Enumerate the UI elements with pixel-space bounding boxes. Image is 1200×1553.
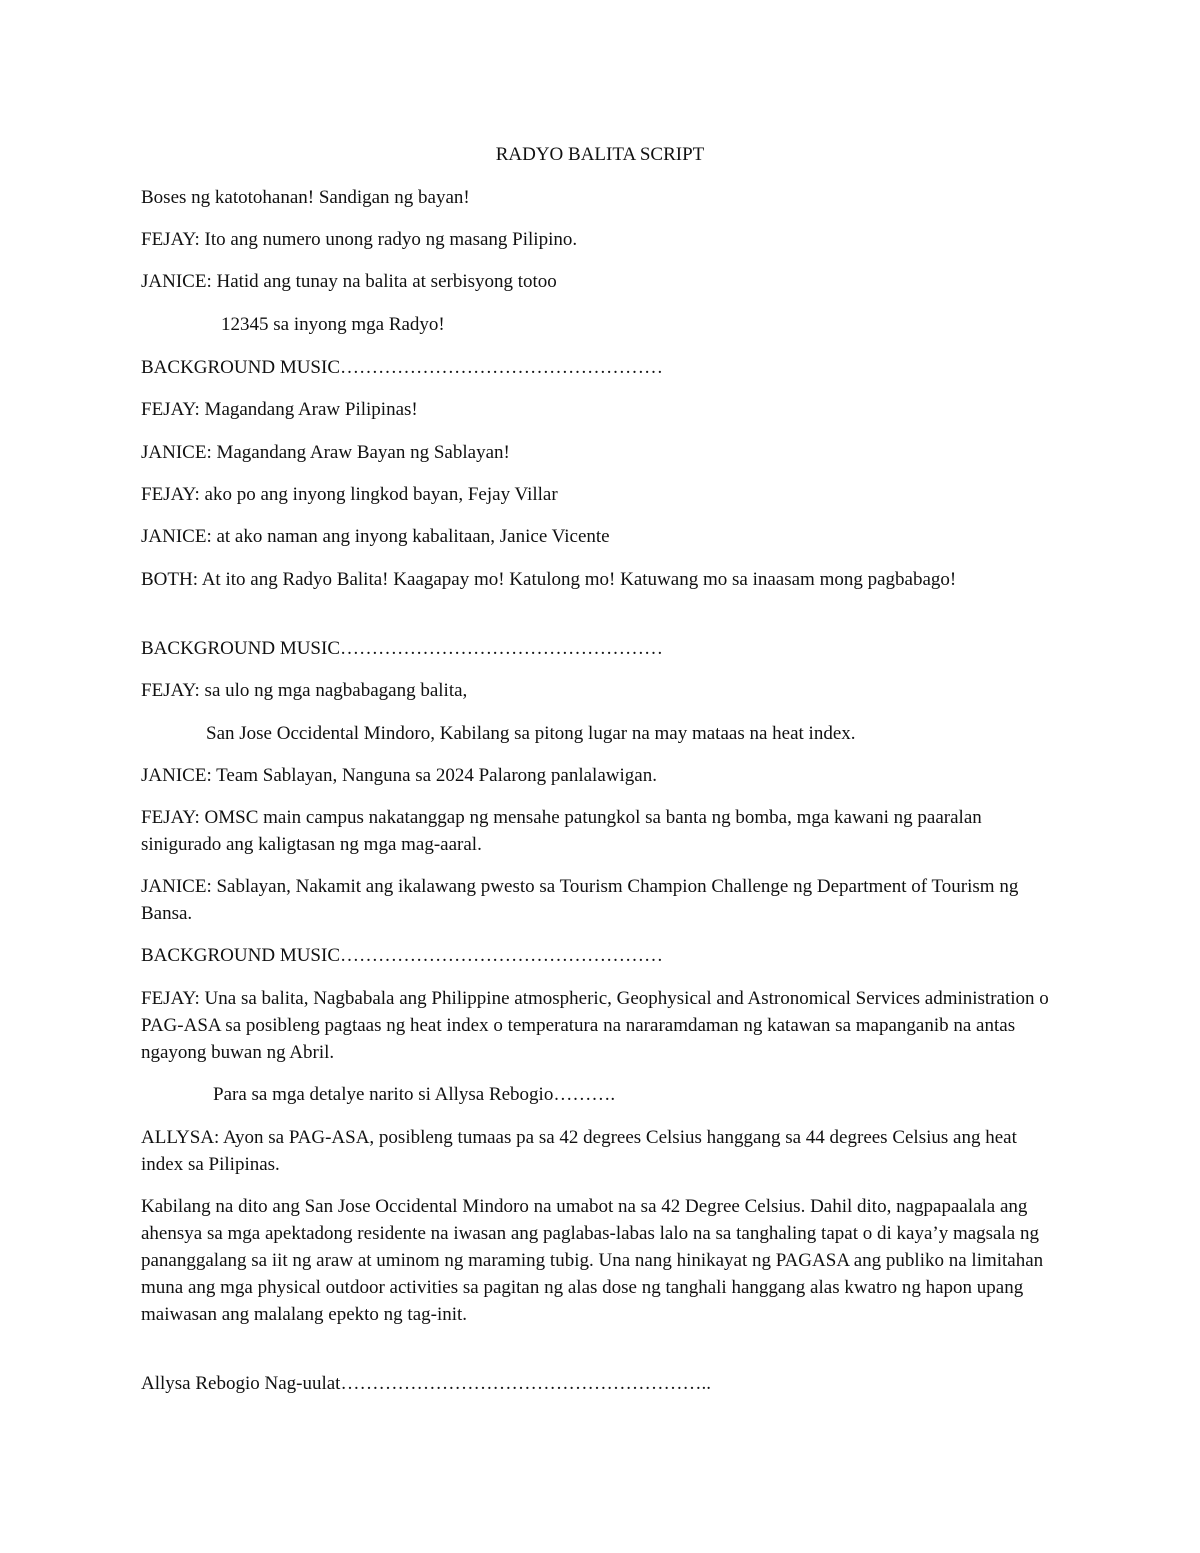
background-music-cue: BACKGROUND MUSIC…………………………………………… [141,357,663,378]
script-line-janice: JANICE: Hatid ang tunay na balita at serbisyong totoo [141,271,557,292]
script-line-fejay: FEJAY: Magandang Araw Pilipinas! [141,399,418,420]
script-line-janice: JANICE: Team Sablayan, Nanguna sa 2024 Palarong panlalawigan. [141,765,657,786]
reporter-intro-indented: Para sa mga detalye narito si Allysa Rebogio………. [213,1084,616,1105]
script-line-both: BOTH: At ito ang Radyo Balita! Kaagapay mo! Katulong mo! Katuwang mo sa inaasam mong pagbabago! [141,569,957,590]
background-music-cue: BACKGROUND MUSIC…………………………………………… [141,638,663,659]
reporter-signoff: Allysa Rebogio Nag-uulat………………………………………………….. [141,1373,711,1394]
script-line-fejay: FEJAY: Ito ang numero unong radyo ng masang Pilipino. [141,229,578,250]
script-line-opening: Boses ng katotohanan! Sandigan ng bayan! [141,187,470,208]
background-music-cue: BACKGROUND MUSIC…………………………………………… [141,945,663,966]
script-line-janice: JANICE: Sablayan, Nakamit ang ikalawang pwesto sa Tourism Champion Challenge ng Department of Tourism ng Bansa. [141,876,1019,924]
script-line-fejay: FEJAY: ako po ang inyong lingkod bayan, Fejay Villar [141,484,558,505]
document-title: RADYO BALITA SCRIPT [495,144,705,165]
script-line-allysa: ALLYSA: Ayon sa PAG-ASA, posibleng tumaas pa sa 42 degrees Celsius hanggang sa 44 degrees Celsius ang heat index sa Pilipinas. [141,1127,1017,1175]
script-line-janice: JANICE: at ako naman ang inyong kabalitaan, Janice Vicente [141,526,610,547]
script-line-fejay: FEJAY: Una sa balita, Nagbabala ang Philippine atmospheric, Geophysical and Astronomical Services administration o PAG-ASA sa posibleng pagtaas ng heat index o temperatura na nararamdaman ng katawan sa mapanganib na antas ngayong buwan ng Abril. [141,988,1049,1063]
script-line-janice: JANICE: Magandang Araw Bayan ng Sablayan! [141,442,510,463]
report-body: Kabilang na dito ang San Jose Occidental Mindoro na umabot na sa 42 Degree Celsius. Dahil dito, nagpapaalala ang ahensya sa mga apektadong residente na iwasan ang paglabas-labas lalo na sa tanghaling tapat o di kaya’y magsala ng pananggalang sa iit ng araw at uminom ng maraming tubig. Una nang hinikayat ng PAGASA ang publiko na limitahan muna ang mga physical outdoor activities sa pagitan ng alas dose ng tanghali hanggang alas kwatro ng hapon upang maiwasan ang malalang epekto ng tag-init. [141,1196,1044,1325]
script-line-fejay: FEJAY: sa ulo ng mga nagbabagang balita, [141,680,468,701]
headline-indented: San Jose Occidental Mindoro, Kabilang sa pitong lugar na may mataas na heat index. [206,723,856,744]
script-line-indented: 12345 sa inyong mga Radyo! [221,314,445,335]
script-line-fejay: FEJAY: OMSC main campus nakatanggap ng mensahe patungkol sa banta ng bomba, mga kawani ng paaralan sinigurado ang kaligtasan ng mga mag-aaral. [141,807,982,855]
